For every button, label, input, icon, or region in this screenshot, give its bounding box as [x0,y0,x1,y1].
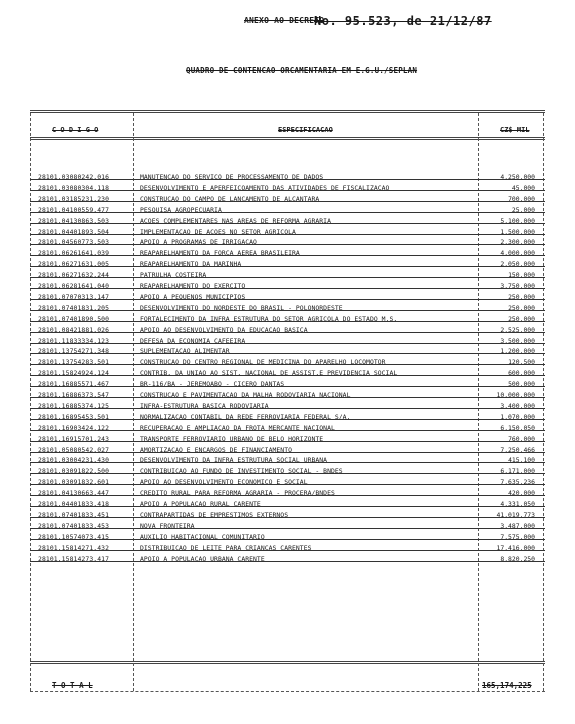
row-description: ACOES COMPLEMENTARES NAS AREAS DE REFORMA AGRARIA [140,216,331,225]
row-strikethrough [30,550,545,551]
row-description: CONSTRUCAO DO CENTRO REGIONAL DE MEDICINA DO APARELHO LOCOMOTOR [140,358,386,367]
row-description: CONTRIB. DA UNIAO AO SIST. NACIONAL DE ASSIST.E PREVIDENCIA SOCIAL [140,369,398,378]
table-row [30,281,545,292]
row-value: 6,150,050 [500,423,535,432]
row-value: 2,300,000 [500,238,535,247]
table-row [30,390,545,401]
row-strikethrough [30,277,545,278]
row-description: DESENVOLVIMENTO E APERFEICOAMENTO DAS ATIVIDADES DE FISCALIZACAO [140,183,390,192]
table-row [30,445,545,456]
table-row [30,237,545,248]
row-value: 3,400,000 [500,401,535,410]
row-code: 28101.15814271.432 [38,543,110,552]
table-row [30,554,545,565]
row-value: 120,500 [508,358,535,367]
table-row [30,216,545,227]
row-strikethrough [30,364,545,365]
row-code: 28101.11833334.123 [38,336,110,345]
row-strikethrough [30,255,545,256]
row-strikethrough [30,473,545,474]
row-strikethrough [30,310,545,311]
row-strikethrough [30,201,545,202]
row-strikethrough [30,430,545,431]
row-code: 28101.13754283.501 [38,358,110,367]
row-description: FORTALECIMENTO DA INFRA ESTRUTURA DO SETOR AGRICOLA DO ESTADO M.S. [140,314,398,323]
row-value: 250,000 [508,303,535,312]
row-value: 250,000 [508,314,535,323]
row-strikethrough [30,506,545,507]
row-value: 150,000 [508,271,535,280]
row-code: 28101.03080242.016 [38,173,110,181]
table-row [30,346,545,357]
row-value: 10,000,000 [496,391,535,399]
row-strikethrough [30,234,545,235]
row-value: 5,100,000 [500,216,535,225]
row-code: 28101.04130663.447 [38,489,110,498]
table-row [30,488,545,499]
total-label: T O T A L [52,681,93,690]
row-value: 1,200,000 [500,347,535,356]
table-row [30,510,545,521]
row-value: 420,000 [508,489,535,498]
table-row [30,455,545,466]
row-description: PESQUISA AGROPECUARIA [140,205,222,214]
table-row [30,303,545,314]
table-row [30,325,545,336]
row-strikethrough [30,561,545,562]
row-description: NOVA FRONTEIRA [140,521,195,530]
table-row [30,477,545,488]
row-strikethrough [30,375,545,376]
table-row [30,532,545,543]
row-description: APOIO AO DESENVOLVIMENTO DA EDUCACAO BASICA [140,325,308,334]
row-strikethrough [30,288,545,289]
row-description: AUXILIO HABITACIONAL COMUNITARIO [140,532,265,541]
table-row [30,368,545,379]
table-row [30,357,545,368]
table-row [30,336,545,347]
row-strikethrough [30,517,545,518]
row-value: 8,820,250 [500,554,535,563]
row-value: 1,500,000 [500,227,535,236]
budget-table [30,110,545,692]
row-code: 28101.03091822.500 [38,467,110,476]
row-value: 6,171,000 [500,467,535,476]
row-code: 28101.16886373.547 [38,391,110,399]
row-strikethrough [30,419,545,420]
row-strikethrough [30,408,545,409]
table-row [30,205,545,216]
table-row [30,270,545,281]
table-row [30,292,545,303]
row-description: APOIO A POPULACAO URBANA CARENTE [140,554,265,563]
table-row [30,314,545,325]
row-code: 28101.16903424.122 [38,423,110,432]
row-description: CONTRIBUICAO AO FUNDO DE INVESTIMENTO SOCIAL - BNDES [140,467,343,476]
header-bottom-rule [30,137,545,140]
row-strikethrough [30,452,545,453]
row-description: DESENVOLVIMENTO DO NORDESTE DO BRASIL - POLONORDESTE [140,303,343,312]
table-row [30,183,545,194]
row-strikethrough [30,462,545,463]
row-description: PATRULHA COSTEIRA [140,271,207,280]
row-code: 28101.03091832.601 [38,478,110,487]
decree-number: No. 95.523, de 21/12/87 [314,14,492,28]
row-strikethrough [30,397,545,398]
row-code: 28101.07401890.500 [38,314,110,323]
row-code: 28101.03004231.430 [38,456,110,465]
row-value: 2,525,000 [500,325,535,334]
row-strikethrough [30,528,545,529]
table-row [30,543,545,554]
row-description: CREDITO RURAL PARA REFORMA AGRARIA - PROCERA/BNDES [140,489,335,498]
row-code: 28101.16885571.467 [38,380,110,389]
row-code: 28101.06281641.040 [38,282,110,290]
row-description: REAPARELHAMENTO DO EXERCITO [140,282,246,290]
row-description: NORMALIZACAO CONTABIL DA REDE FERROVIARIA FEDERAL S/A. [140,412,351,421]
row-strikethrough [30,386,545,387]
table-row [30,412,545,423]
table-row [30,194,545,205]
annex-label: ANEXO AO DECRETO [244,16,325,25]
row-value: 25,000 [511,205,535,214]
document-title: QUADRO DE CONTENCAO ORCAMENTARIA EM E.G.U./SEPLAN [186,66,418,75]
row-strikethrough [30,299,545,300]
column-header-value: CZ$ MIL [500,126,530,134]
row-description: APOIO A PROGRAMAS DE IRRIGACAO [140,238,257,247]
row-value: 4,250,000 [500,173,535,181]
row-strikethrough [30,223,545,224]
table-row [30,521,545,532]
row-description: CONSTRUCAO E PAVIMENTACAO DA MALHA RODOVIARIA NACIONAL [140,391,351,399]
row-strikethrough [30,266,545,267]
row-description: DISTRIBUICAO DE LEITE PARA CRIANCAS CARENTES [140,543,312,552]
row-strikethrough [30,212,545,213]
row-value: 2,050,000 [500,260,535,269]
row-strikethrough [30,244,545,245]
row-code: 28101.06271632.244 [38,271,110,280]
table-row [30,248,545,259]
row-strikethrough [30,343,545,344]
row-strikethrough [30,321,545,322]
row-description: APOIO A POPULACAO RURAL CARENTE [140,500,261,508]
table-bottom-rule [30,691,545,692]
row-code: 28101.06271631.005 [38,260,110,269]
row-value: 41,019,773 [496,510,535,519]
row-code: 28101.04401833.418 [38,500,110,508]
row-description: APOIO A PEQUENOS MUNICIPIOS [140,292,246,301]
row-code: 28101.06261641.039 [38,249,110,258]
row-strikethrough [30,441,545,442]
table-row [30,259,545,270]
row-description: AMORTIZACAO E ENCARGOS DE FINANCIAMENTO [140,445,293,454]
row-value: 7,250,466 [500,445,535,454]
table-row [30,499,545,510]
table-row [30,423,545,434]
row-code: 28101.03185231.230 [38,194,110,203]
column-header-code: C O D I G O [52,126,99,134]
table-row [30,466,545,477]
table-row [30,172,545,183]
row-value: 45,000 [511,183,535,192]
table-row [30,379,545,390]
row-code: 28101.16915701.243 [38,434,110,443]
row-description: APOIO AO DESENVOLVIMENTO ECONOMICO E SOCIAL [140,478,308,487]
table-row [30,434,545,445]
column-header-spec: ESPECIFICACAO [278,126,333,134]
row-description: REAPARELHAMENTO DA MARINHA [140,260,242,269]
row-strikethrough [30,353,545,354]
row-code: 28101.07401833.451 [38,510,110,519]
row-code: 28101.05080542.027 [38,445,110,454]
row-value: 7,575,000 [500,532,535,541]
row-strikethrough [30,484,545,485]
row-strikethrough [30,539,545,540]
row-code: 28101.10574073.415 [38,532,110,541]
row-code: 28101.07401831.205 [38,303,110,312]
row-description: DEFESA DA ECONOMIA CAFEEIRA [140,336,246,345]
row-code: 28101.04560773.503 [38,238,110,247]
row-code: 28101.15824924.124 [38,369,110,378]
row-value: 250,000 [508,292,535,301]
row-value: 4,331,050 [500,500,535,508]
row-description: TRANSPORTE FERROVIARIO URBANO DE BELO HORIZONTE [140,434,324,443]
table-row [30,227,545,238]
row-value: 500,000 [508,380,535,389]
row-code: 28101.16885374.125 [38,401,110,410]
row-description: INFRA-ESTRUTURA BASICA RODOVIARIA [140,401,269,410]
row-description: DESENVOLVIMENTO DA INFRA ESTRUTURA SOCIAL URBANA [140,456,328,465]
row-code: 28101.03080304.118 [38,183,110,192]
row-value: 3,500,000 [500,336,535,345]
row-code: 28101.04130863.503 [38,216,110,225]
row-code: 28101.13754271.348 [38,347,110,356]
row-description: RECUPERACAO E AMPLIACAO DA FROTA MERCANTE NACIONAL [140,423,335,432]
row-value: 7,635,236 [500,478,535,487]
row-value: 600,000 [508,369,535,378]
row-description: CONTRAPARTIDAS DE EMPRESTIMOS EXTERNOS [140,510,289,519]
total-value: 165,174,225 [482,681,532,690]
row-description: SUPLEMENTACAO ALIMENTAR [140,347,230,356]
table-row [30,401,545,412]
row-code: 28101.04100559.477 [38,205,110,214]
row-strikethrough [30,190,545,191]
row-description: BR-116/BA - JEREMOABO - CICERO DANTAS [140,380,285,389]
row-description: IMPLEMENTACAO DE ACOES NO SETOR AGRICOLA [140,227,296,236]
row-value: 3,750,000 [500,282,535,290]
row-value: 700,000 [508,194,535,203]
table-top-rule [30,110,545,113]
row-value: 760,000 [508,434,535,443]
row-code: 28101.08421881.026 [38,325,110,334]
row-value: 4,000,000 [500,249,535,258]
row-value: 17,416,000 [496,543,535,552]
row-value: 3,487,000 [500,521,535,530]
row-code: 28101.07070313.147 [38,292,110,301]
row-code: 28101.07401833.453 [38,521,110,530]
row-description: REAPARELHAMENTO DA FORCA AEREA BRASILEIRA [140,249,300,258]
row-code: 28101.15814273.417 [38,554,110,563]
row-code: 28101.04401893.504 [38,227,110,236]
row-value: 1,070,000 [500,412,535,421]
row-value: 415,100 [508,456,535,465]
row-description: MANUTENCAO DO SERVICO DE PROCESSAMENTO DE DADOS [140,173,324,181]
row-code: 28101.16895453.501 [38,412,110,421]
body-bottom-rule [30,661,545,664]
row-description: CONSTRUCAO DO CAMPO DE LANCAMENTO DE ALCANTARA [140,194,320,203]
row-strikethrough [30,495,545,496]
row-strikethrough [30,179,545,180]
row-strikethrough [30,332,545,333]
